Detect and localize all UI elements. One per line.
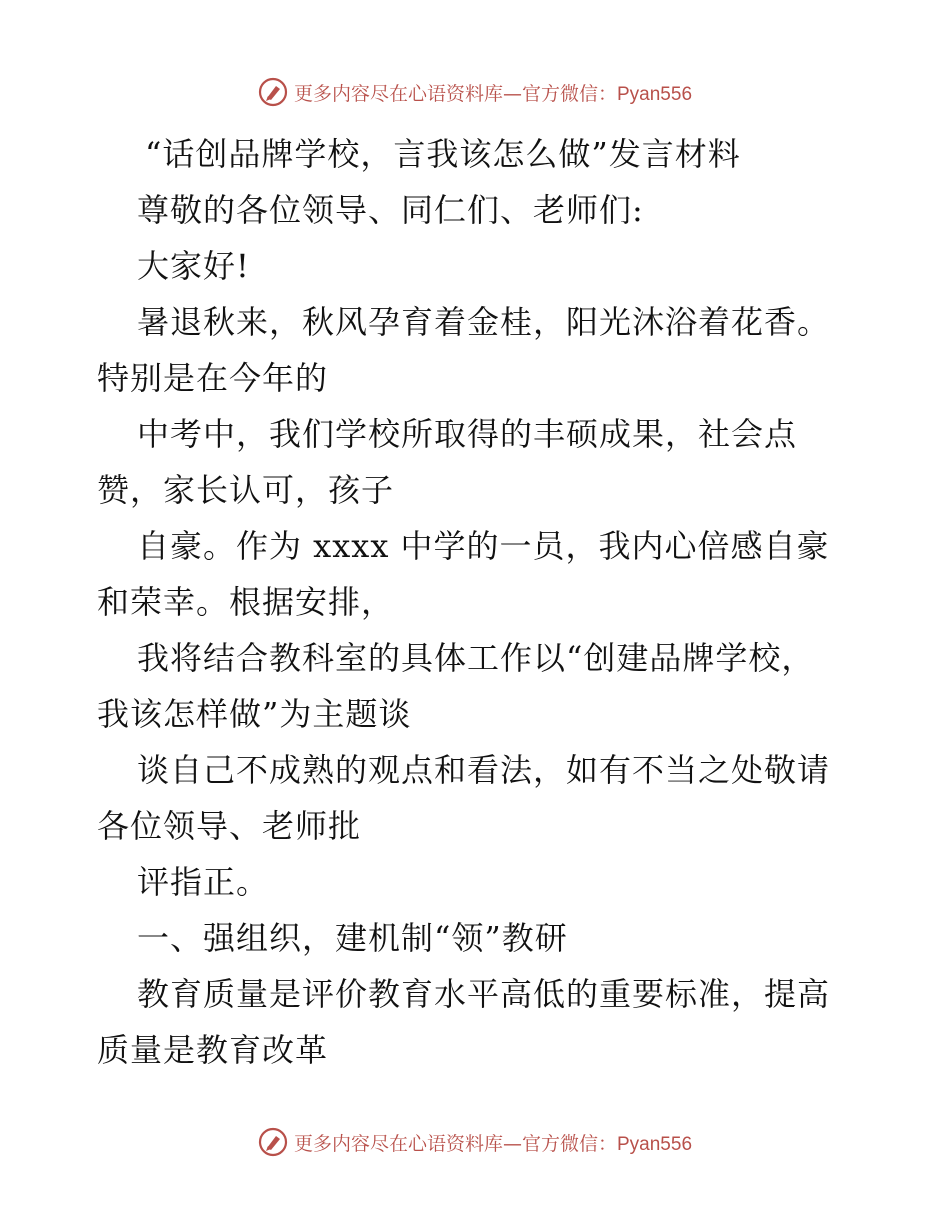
- greeting-line: 大家好!: [137, 247, 250, 285]
- paragraph-line: 教育质量是评价教育水平高低的重要标准，提高: [137, 975, 831, 1013]
- paragraph-line: 自豪。作为 xxxx 中学的一员，我内心倍感自豪: [137, 527, 830, 565]
- paragraph-line: 谈自己不成熟的观点和看法，如有不当之处敬请: [137, 751, 831, 789]
- header-banner-text: [294, 79, 692, 106]
- document-body: [97, 126, 857, 1078]
- paragraph-line: 我将结合教科室的具体工作以“创建品牌学校，: [137, 639, 815, 677]
- header-banner-label: 更多内容尽在心语资料库—官方微信：: [293, 82, 617, 105]
- header-banner-account: Pyan556: [617, 83, 693, 105]
- paragraph-line: 质量是教育改革: [97, 1031, 329, 1069]
- paragraph-line: 和荣幸。根据安排，: [97, 583, 395, 621]
- footer-banner-text: [294, 1129, 692, 1156]
- paragraph-line: 暑退秋来，秋风孕育着金桂，阳光沐浴着花香。: [137, 303, 831, 341]
- footer-banner: [0, 1122, 950, 1162]
- section-heading: 一、强组织，建机制“领”教研: [137, 919, 568, 957]
- footer-banner-account: Pyan556: [617, 1133, 693, 1155]
- document-title: “话创品牌学校，言我该怎么做”发言材料: [145, 135, 741, 173]
- paragraph-line: 评指正。: [137, 863, 270, 901]
- footer-banner-label: 更多内容尽在心语资料库—官方微信：: [293, 1132, 617, 1155]
- salutation-line: 尊敬的各位领导、同仁们、老师们:: [137, 191, 644, 229]
- paragraph-line: 各位领导、老师批: [97, 807, 362, 845]
- header-banner: [0, 72, 950, 112]
- paragraph-line: 中考中，我们学校所取得的丰硕成果，社会点: [137, 415, 798, 453]
- paragraph-line: 特别是在今年的: [97, 359, 329, 397]
- paragraph-line: 我该怎样做”为主题谈: [97, 695, 412, 733]
- pen-nib-seal-icon: [258, 77, 288, 107]
- pen-nib-seal-icon: [258, 1127, 288, 1157]
- paragraph-line: 赞，家长认可，孩子: [97, 471, 395, 509]
